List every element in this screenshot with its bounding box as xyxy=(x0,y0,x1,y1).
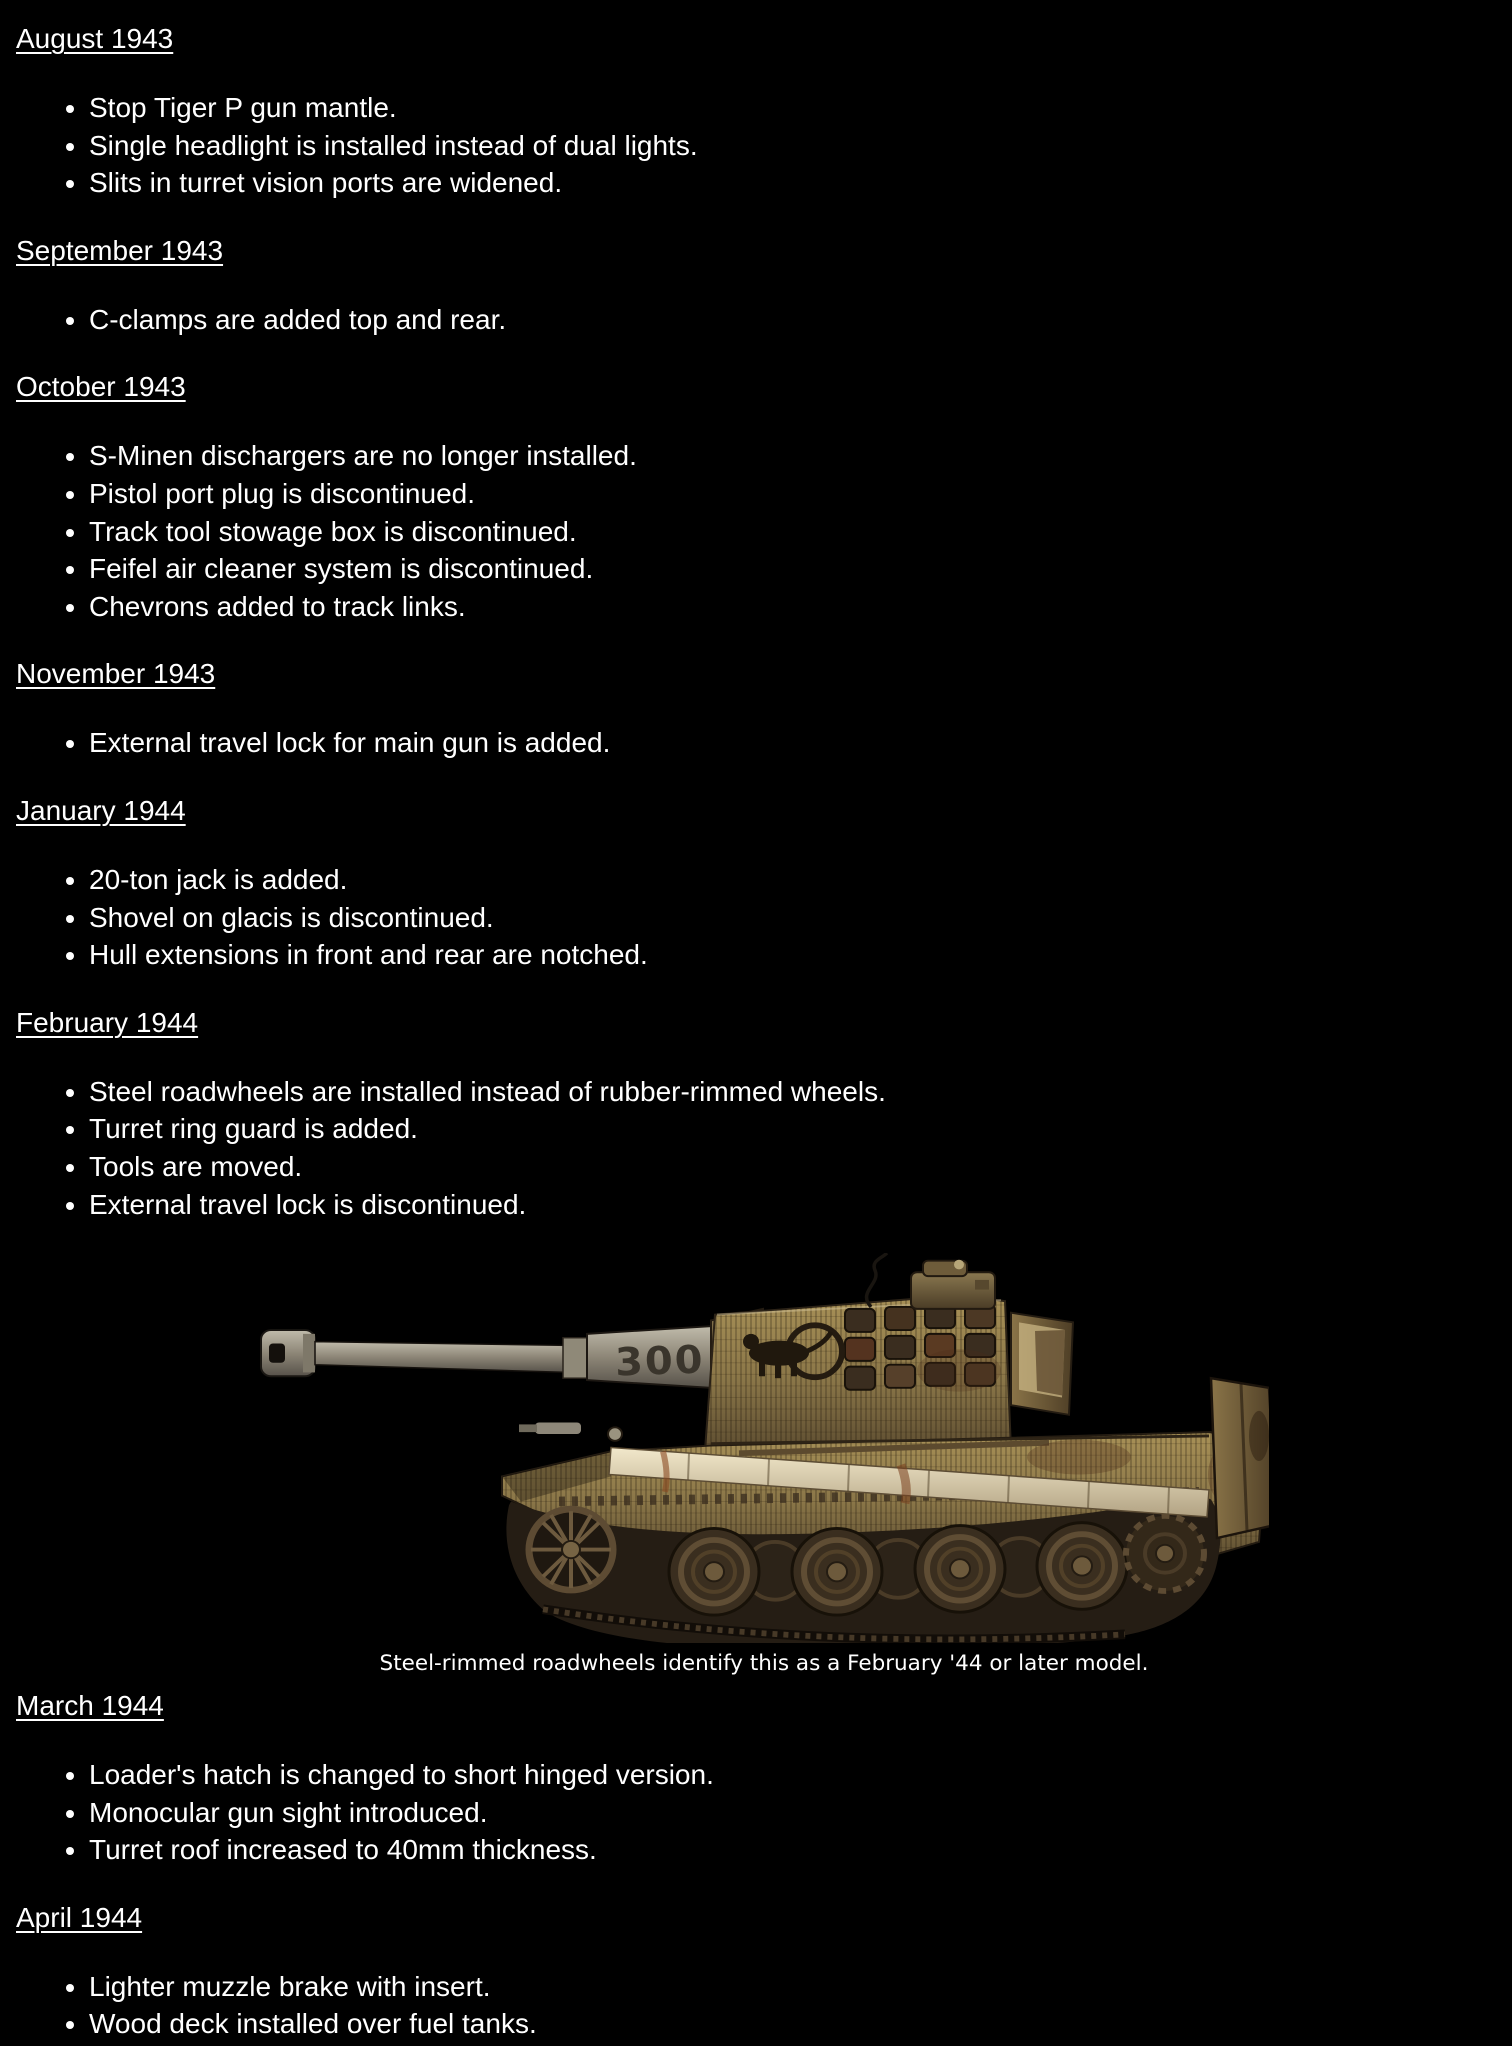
turret-bin-shadow xyxy=(1035,1330,1065,1395)
section-october-1943 xyxy=(16,368,1512,625)
antenna xyxy=(867,1253,887,1307)
month-heading: March 1944 xyxy=(16,1690,164,1722)
change-item: • Lighter muzzle brake with insert. xyxy=(89,1968,1512,2006)
month-heading: November 1943 xyxy=(16,658,216,690)
section-january-1944 xyxy=(16,792,1512,974)
rust-streak xyxy=(901,1465,906,1504)
change-list xyxy=(16,1756,1512,1869)
month-heading: February 1944 xyxy=(16,1006,199,1038)
section-april-1944 xyxy=(16,1899,1512,2043)
month-heading: August 1943 xyxy=(16,23,174,54)
commander-cupola xyxy=(911,1260,995,1309)
camo-patch xyxy=(917,1349,1001,1391)
change-item: • S-Minen dischargers are no longer installed. xyxy=(89,437,1512,475)
section-november-1943 xyxy=(16,655,1512,762)
change-item: • Track tool stowage box is discontinued. xyxy=(89,513,1512,551)
section-march-1944 xyxy=(16,1687,1512,1869)
change-item: • Shovel on glacis is discontinued. xyxy=(89,899,1512,937)
change-list xyxy=(16,1968,1512,2043)
section-february-1944 xyxy=(16,1004,1512,1223)
rust-streak xyxy=(663,1451,667,1491)
roadwheel xyxy=(915,1526,1005,1613)
turret-group xyxy=(705,1253,1073,1450)
turret-number: 300 xyxy=(614,1338,706,1386)
change-list xyxy=(16,724,1512,762)
headlight xyxy=(608,1427,622,1440)
month-heading: September 1943 xyxy=(16,234,224,266)
idler-wheel xyxy=(529,1509,613,1590)
camo-patch xyxy=(1027,1440,1131,1475)
change-item: • Pistol port plug is discontinued. xyxy=(89,475,1512,513)
change-item: • Steel roadwheels are installed instead of rubber-rimmed wheels. xyxy=(89,1073,1512,1111)
section-september-1943 xyxy=(16,232,1512,339)
roadwheel xyxy=(1037,1523,1127,1610)
change-list xyxy=(16,89,1512,202)
change-item: • Single headlight is installed instead of dual lights. xyxy=(89,127,1512,165)
change-item: • External travel lock for main gun is added. xyxy=(89,724,1512,762)
roadwheel xyxy=(792,1529,882,1616)
stowage-box-shadow xyxy=(1249,1411,1269,1461)
roadwheel xyxy=(669,1529,759,1616)
change-item: • 20-ton jack is added. xyxy=(89,861,1512,899)
gun-barrel-group xyxy=(261,1309,769,1400)
change-item: • Monocular gun sight introduced. xyxy=(89,1794,1512,1832)
change-item: • Tools are moved. xyxy=(89,1148,1512,1186)
month-heading: October 1943 xyxy=(16,371,186,403)
muzzle-ring xyxy=(303,1334,315,1373)
muzzle-port xyxy=(269,1344,285,1363)
tiger-tank-figure xyxy=(16,1253,1512,1679)
change-item: • Stop Tiger P gun mantle. xyxy=(89,89,1512,127)
month-heading: April 1944 xyxy=(16,1901,143,1933)
change-item: • C-clamps are added top and rear. xyxy=(89,301,1512,339)
barrel-step xyxy=(563,1338,589,1378)
change-list xyxy=(16,1073,1512,1223)
change-item: • Loader's hatch is changed to short hinged version. xyxy=(89,1756,1512,1794)
change-item: • External travel lock is discontinued. xyxy=(89,1186,1512,1224)
barrel-tube xyxy=(315,1342,567,1373)
month-heading: January 1944 xyxy=(16,794,186,826)
change-list xyxy=(16,861,1512,974)
change-item: • Hull extensions in front and rear are notched. xyxy=(89,936,1512,974)
tiger-tank-photo xyxy=(259,1253,1269,1643)
change-list xyxy=(16,301,1512,339)
change-item: • Turret ring guard is added. xyxy=(89,1110,1512,1148)
change-item: • Slits in turret vision ports are widened. xyxy=(89,164,1512,202)
change-list xyxy=(16,437,1512,625)
tank-caption: Steel-rimmed roadwheels identify this as a February '44 or later model. xyxy=(379,1651,1149,1677)
change-item: • Turret roof increased to 40mm thickness. xyxy=(89,1831,1512,1869)
change-item: • Wood deck installed over fuel tanks. xyxy=(89,2005,1512,2043)
bow-mg-tip xyxy=(519,1425,537,1433)
change-item: • Chevrons added to track links. xyxy=(89,588,1512,626)
section-august-1943 xyxy=(16,20,1512,202)
drive-sprocket xyxy=(1126,1516,1204,1591)
change-item: • Feifel air cleaner system is discontinued. xyxy=(89,550,1512,588)
bow-mg xyxy=(535,1423,581,1435)
